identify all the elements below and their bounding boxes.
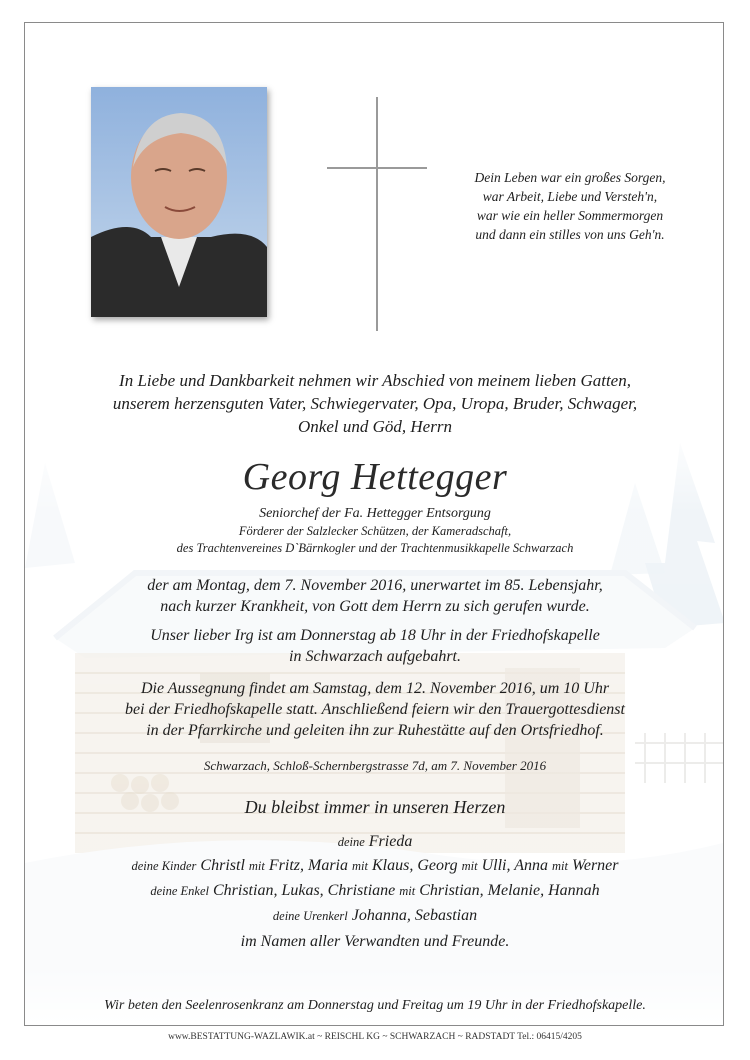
grandchildren-prefix: deine Enkel (150, 884, 209, 898)
child-sep: mit (352, 859, 368, 873)
child-partner: Fritz, (268, 857, 304, 874)
funeral-line: bei der Friedhofskapelle statt. Anschließend feiern wir den Trauergottesdienst (125, 701, 625, 718)
poem-line: Dein Leben war ein großes Sorgen, (474, 170, 666, 185)
wife-name: Frieda (368, 833, 413, 850)
funeral-announcement (25, 678, 724, 741)
viewing-line: in Schwarzach aufgebahrt. (289, 648, 461, 665)
child-partner: Ulli, (481, 857, 511, 874)
poem-line: war Arbeit, Liebe und Versteh'n, (482, 189, 658, 204)
family-grandchildren (25, 880, 724, 902)
family-great-grandchildren (25, 905, 724, 927)
child-name: Christl (200, 857, 245, 874)
portrait-image (91, 87, 267, 317)
poem-line: und dann ein stilles von uns Geh'n. (475, 227, 665, 242)
memorial-poem (435, 168, 705, 244)
children-prefix: deine Kinder (131, 859, 197, 873)
intro-line: In Liebe und Dankbarkeit nehmen wir Abschied von meinem lieben Gatten, (119, 371, 631, 390)
grandchildren-names: Christian, Melanie, Hannah (419, 882, 600, 899)
motto: Du bleibst immer in unseren Herzen (244, 797, 506, 817)
grandchildren-names: Christian, Lukas, Christiane (212, 882, 396, 899)
child-sep: mit (461, 859, 478, 873)
child-partner: Klaus, (371, 857, 414, 874)
child-sep: mit (248, 859, 265, 873)
death-line: nach kurzer Krankheit, von Gott dem Herrn zu sich gerufen wurde. (160, 598, 590, 615)
death-line: der am Montag, dem 7. November 2016, unerwartet im 85. Lebensjahr, (147, 577, 603, 594)
intro-line: unserem herzensguten Vater, Schwiegervater, Opa, Uropa, Bruder, Schwager, (112, 394, 638, 413)
deceased-roles (25, 523, 724, 557)
family-children (25, 855, 724, 877)
child-name: Maria (308, 857, 348, 874)
funeral-home-footer: www.BESTATTUNG-WAZLAWIK.at ~ REISCHL KG ~ SCHWARZACH ~ RADSTADT Tel.: 06415/4205 (168, 1032, 582, 1042)
obituary-frame (24, 22, 724, 1026)
child-name: Anna (514, 857, 548, 874)
funeral-line: Die Aussegnung findet am Samstag, dem 12. November 2016, um 10 Uhr (140, 680, 610, 697)
deceased-name: Georg Hettegger (242, 456, 508, 498)
family-relatives: im Namen aller Verwandten und Freunde. (240, 933, 510, 950)
cross-icon (327, 97, 427, 331)
portrait-photo (91, 87, 267, 317)
role-line: Förderer der Salzlecker Schützen, der Kameradschaft, (238, 524, 512, 538)
wife-prefix: deine (337, 835, 365, 849)
deceased-title: Seniorchef der Fa. Hettegger Entsorgung (259, 506, 491, 521)
grandchildren-sep: mit (399, 884, 416, 898)
viewing-announcement (25, 625, 724, 667)
rosary-notice: Wir beten den Seelenrosenkranz am Donnerstag und Freitag um 19 Uhr in der Friedhofskapelle. (104, 998, 646, 1013)
family-wife (25, 831, 724, 853)
role-line: des Trachtenvereines D`Bärnkogler und der Trachtenmusikkapelle Schwarzach (176, 541, 574, 555)
intro-line: Onkel und Göd, Herrn (298, 417, 452, 436)
viewing-line: Unser lieber Irg ist am Donnerstag ab 18 Uhr in der Friedhofskapelle (150, 627, 600, 644)
place-date: Schwarzach, Schloß-Schernbergstrasse 7d, am 7. November 2016 (203, 758, 547, 773)
death-announcement (25, 575, 724, 617)
poem-line: war wie ein heller Sommermorgen (476, 208, 664, 223)
child-sep: mit (552, 859, 568, 873)
intro-text (25, 369, 724, 438)
funeral-line: in der Pfarrkirche und geleiten ihn zur Ruhestätte auf den Ortsfriedhof. (146, 722, 604, 739)
great-grandchildren-prefix: deine Urenkerl (272, 909, 348, 923)
great-grandchildren-names: Johanna, Sebastian (351, 907, 478, 924)
child-partner: Werner (571, 857, 619, 874)
child-name: Georg (417, 857, 458, 874)
